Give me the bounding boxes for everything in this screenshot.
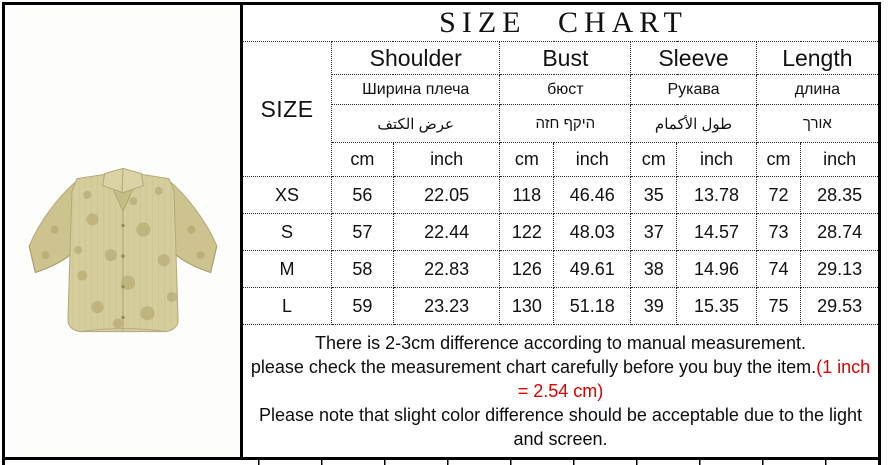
chart-title: SIZE CHART — [242, 4, 880, 42]
size-column-label: SIZE — [242, 42, 332, 177]
note-measurement-tolerance: There is 2-3cm difference according to manual measurement. — [315, 333, 806, 353]
measurement-notes — [242, 325, 880, 459]
col-header-sleeve-ar: طول الأكمام — [631, 105, 756, 143]
cutoff-column-dividers — [258, 460, 878, 465]
cell-value: 23.23 — [393, 288, 500, 325]
note-check-chart: please check the measurement chart carefully before you buy the item.(1 inch = 2.54 cm) — [250, 357, 871, 401]
cell-value: 122 — [500, 214, 554, 251]
col-header-bust-he: היקף חזה — [500, 105, 631, 143]
col-header-bust-ru: бюст — [500, 75, 631, 105]
unit-header-cm: cm — [500, 143, 554, 177]
col-header-length-he: אורך — [756, 105, 879, 143]
cell-value: 130 — [500, 288, 554, 325]
cell-value: 15.35 — [677, 288, 756, 325]
blouse-product-image — [21, 157, 225, 343]
cell-value: 118 — [500, 177, 554, 214]
cell-value: 46.46 — [554, 177, 631, 214]
col-header-sleeve-ru: Рукава — [631, 75, 756, 105]
cell-value: 37 — [631, 214, 677, 251]
cell-value: 13.78 — [677, 177, 756, 214]
cell-value: 22.05 — [393, 177, 500, 214]
unit-header-inch: inch — [801, 143, 880, 177]
table-row-s — [242, 214, 880, 251]
cell-value: 74 — [756, 251, 801, 288]
size-value: M — [242, 251, 332, 288]
unit-header-cm: cm — [756, 143, 801, 177]
product-photo-panel — [2, 2, 240, 460]
cell-value: 14.57 — [677, 214, 756, 251]
cell-value: 126 — [500, 251, 554, 288]
cell-value: 22.83 — [393, 251, 500, 288]
table-row-m — [242, 251, 880, 288]
cell-value: 48.03 — [554, 214, 631, 251]
cell-value: 28.35 — [801, 177, 880, 214]
cell-value: 72 — [756, 177, 801, 214]
size-value: S — [242, 214, 332, 251]
outer-frame — [2, 2, 881, 460]
blouse-illustration — [21, 157, 225, 343]
size-value: L — [242, 288, 332, 325]
col-header-sleeve: Sleeve — [631, 42, 756, 75]
col-header-shoulder: Shoulder — [332, 42, 500, 75]
cell-value: 29.13 — [801, 251, 880, 288]
cutoff-next-table-row — [2, 460, 881, 465]
note-inch-conversion: (1 inch = 2.54 cm) — [517, 357, 871, 401]
cell-value: 73 — [756, 214, 801, 251]
col-header-bust: Bust — [500, 42, 631, 75]
cell-value: 57 — [332, 214, 394, 251]
cell-value: 58 — [332, 251, 394, 288]
size-chart-table — [240, 2, 881, 460]
col-header-length-ru: длина — [756, 75, 879, 105]
col-header-shoulder-ar: عرض الكتف — [332, 105, 500, 143]
cell-value: 56 — [332, 177, 394, 214]
cell-value: 59 — [332, 288, 394, 325]
cell-value: 38 — [631, 251, 677, 288]
note-color-difference: Please note that slight color difference should be acceptable due to the light and screen. — [258, 405, 863, 449]
cell-value: 49.61 — [554, 251, 631, 288]
cell-value: 22.44 — [393, 214, 500, 251]
cell-value: 14.96 — [677, 251, 756, 288]
cell-value: 28.74 — [801, 214, 880, 251]
unit-header-inch: inch — [677, 143, 756, 177]
size-value: XS — [242, 177, 332, 214]
unit-header-inch: inch — [393, 143, 500, 177]
col-header-shoulder-ru: Ширина плеча — [332, 75, 500, 105]
cell-value: 39 — [631, 288, 677, 325]
col-header-length: Length — [756, 42, 879, 75]
table-row-xs — [242, 177, 880, 214]
cell-value: 35 — [631, 177, 677, 214]
unit-header-cm: cm — [631, 143, 677, 177]
cell-value: 75 — [756, 288, 801, 325]
cell-value: 51.18 — [554, 288, 631, 325]
table-row-l — [242, 288, 880, 325]
unit-header-cm: cm — [332, 143, 394, 177]
cell-value: 29.53 — [801, 288, 880, 325]
unit-header-inch: inch — [554, 143, 631, 177]
